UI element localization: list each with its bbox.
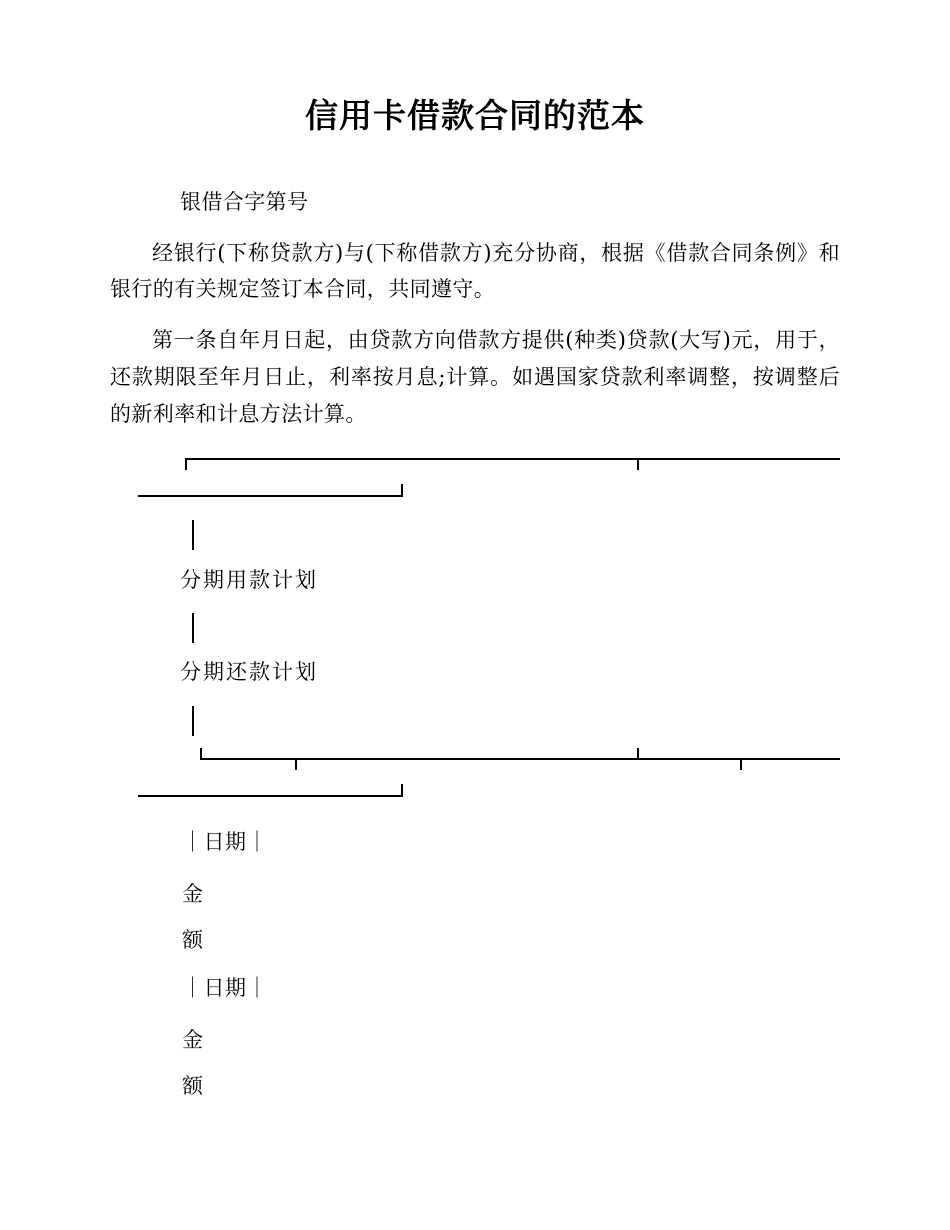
table-tick-second-right [401,484,403,496]
paragraph-contract-number: 银借合字第号 [180,189,309,214]
table-tick-top-right [637,458,639,470]
label-amount-char-2a: 金 [182,1028,205,1053]
paragraph-article-one: 第一条自年月日起，由贷款方向借款方提供(种类)贷款(大写)元，用于，还款期限至年月日止，利率按月息;计算。如遇国家贷款利率调整，按调整后的新利率和计息方法计算。 [110,328,840,426]
table-rule-second [138,495,403,497]
table-stroke-1 [192,520,194,550]
table-tick-top-left [185,458,187,470]
table-tick-third-c [740,758,742,770]
label-amount-char-2b: 额 [182,1074,205,1099]
page-title: 信用卡借款合同的范本 [305,96,645,135]
label-installment-repay-plan: 分期还款计划 [180,660,318,685]
label-installment-use-plan: 分期用款计划 [180,568,318,593]
label-date-header-2: ｜日期｜ [182,976,268,1001]
paragraph-preamble: 经银行(下称贷款方)与(下称借款方)充分协商，根据《借款合同条例》和银行的有关规定签订本合同，共同遵守。 [110,240,840,302]
label-amount-char-1a: 金 [182,882,205,907]
label-amount-char-1b: 额 [182,928,205,953]
table-rule-fourth [138,795,403,797]
table-tick-fourth-right [401,784,403,796]
table-stroke-3 [192,706,194,736]
table-rule-top [185,458,840,460]
table-tick-fourth-mid [295,758,297,770]
table-tick-third-b [637,748,639,760]
table-tick-third-a [200,748,202,760]
table-stroke-2 [192,613,194,643]
plan-table-area [110,458,840,1099]
label-date-header-1: ｜日期｜ [182,830,268,855]
